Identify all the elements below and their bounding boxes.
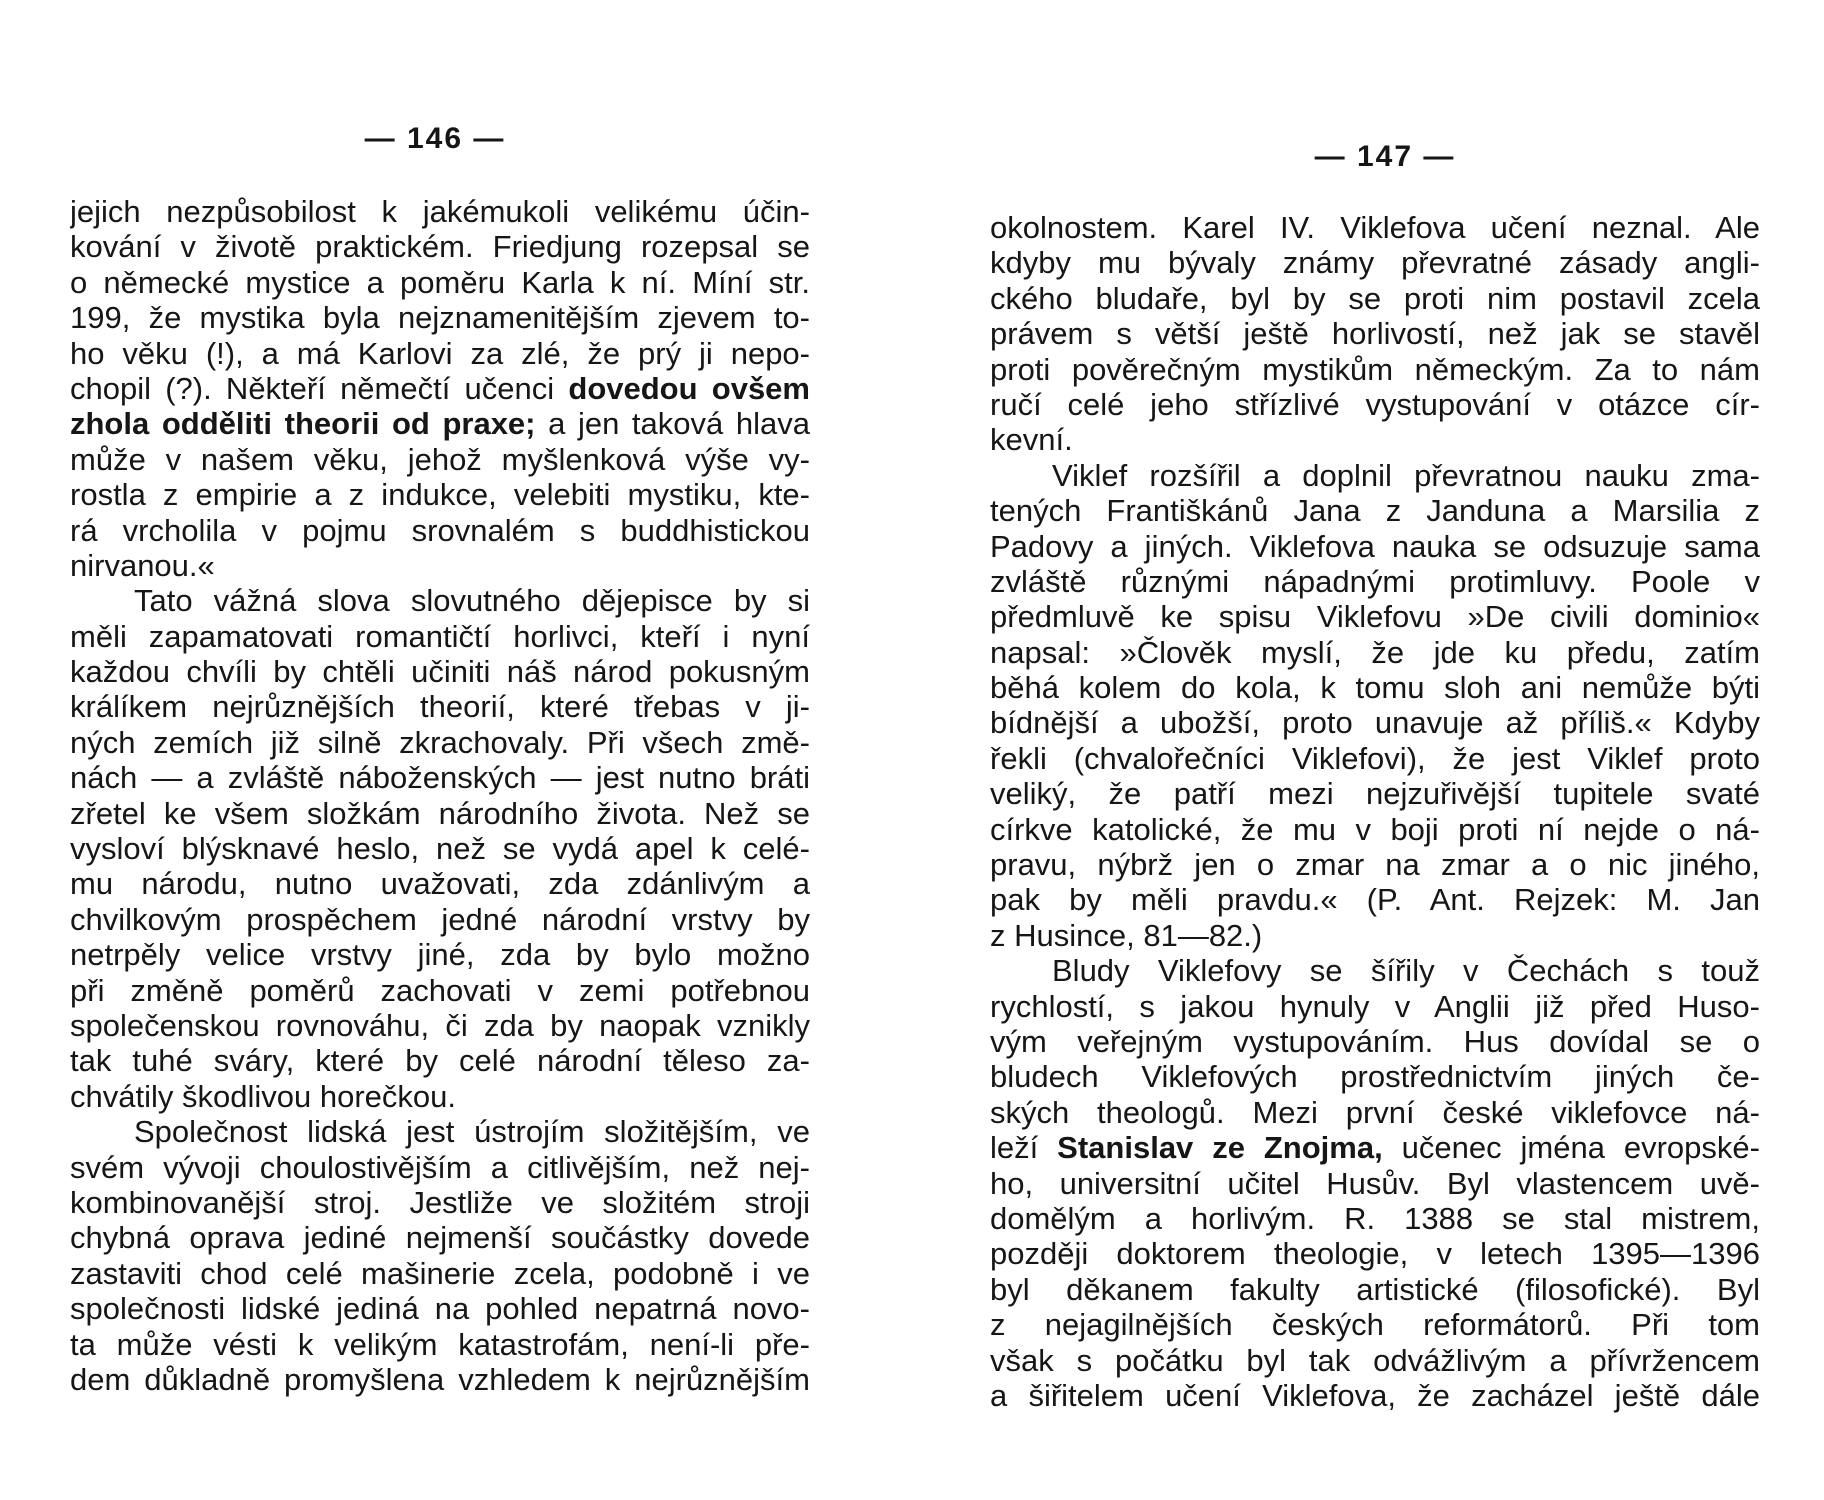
text-run: učenec jména evropské- <box>1401 1130 1760 1166</box>
text-line: pak by měli pravdu.« (P. Ant. Rejzek: M. Jan <box>990 882 1760 918</box>
text-line: chvátily škodlivou horečkou. <box>70 1078 456 1114</box>
text-line: okolnostem. Karel IV. Viklefova učení neznal. Ale <box>990 210 1760 245</box>
text-line: Padovy a jiných. Viklefova nauka se odsuzuje sama <box>990 528 1760 564</box>
bold-run: zhola odděliti theorii od praxe; <box>70 406 536 442</box>
bold-run: Stanislav ze Znojma, <box>1057 1130 1383 1166</box>
text-line: ných zemích již silně zkrachovaly. Při všech změ- <box>70 724 810 760</box>
text-line: rá vrcholila v pojmu srovnalém s buddhistickou <box>70 512 810 548</box>
text-line: Viklef rozšířil a doplnil převratnou nauku zma- <box>1052 457 1760 493</box>
text-line: ckého bludaře, byl by se proti nim postavil zcela <box>990 280 1760 316</box>
right-page <box>990 0 1780 1500</box>
text-line: církve katolické, že mu v boji proti ní nejde o ná- <box>990 811 1760 847</box>
text-line: pravu, nýbrž jen o zmar na zmar a o nic jiného, <box>990 847 1760 883</box>
text-line: Tato vážná slova slovutného dějepisce by si <box>134 583 810 619</box>
text-line: později doktorem theologie, v letech 1395—1396 <box>990 1236 1760 1272</box>
text-line: chvilkovým prospěchem jedné národní vrstvy by <box>70 901 810 937</box>
text-run: leží <box>990 1130 1039 1166</box>
left-page <box>40 0 830 1500</box>
text-run: a jen taková hlava <box>548 406 810 442</box>
text-line: Společnost lidská jest ústrojím složitějším, ve <box>134 1114 810 1150</box>
text-line: z Husince, 81—82.) <box>990 917 1263 953</box>
text-line: nirvanou.« <box>70 547 215 583</box>
text-line: rychlostí, s jakou hynuly v Anglii již před Huso- <box>990 988 1760 1024</box>
page-number: — 147 — <box>1314 140 1456 173</box>
text-line <box>990 1130 1760 1165</box>
text-line: tak tuhé sváry, které by celé národní těleso za- <box>70 1043 810 1079</box>
text-line: mu národu, nutno uvažovati, zda zdánlivým a <box>70 866 810 902</box>
text-line: kování v životě praktickém. Friedjung rozepsal se <box>70 229 810 265</box>
text-line: vysloví blýsknavé heslo, než se vydá apel k celé- <box>70 831 810 867</box>
text-line: předmluvě ke spisu Viklefovu »De civili dominio« <box>990 599 1760 635</box>
text-line: domělým a horlivým. R. 1388 se stal mistrem, <box>990 1200 1760 1236</box>
text-line: jejich nezpůsobilost k jakémukoli velikému účin- <box>70 194 810 229</box>
text-line: každou chvíli by chtěli učiniti náš národ pokusným <box>70 654 810 690</box>
text-line: ho, universitní učitel Husův. Byl vlastencem uvě- <box>990 1165 1760 1201</box>
text-line: 199, že mystika byla nejznamenitějším zjevem to- <box>70 300 810 336</box>
text-line: Bludy Viklefovy se šířily v Čechách s touž <box>1052 953 1760 989</box>
text-line: však s počátku byl tak odvážlivým a přívržencem <box>990 1342 1760 1378</box>
text-line: tených Františkánů Jana z Janduna a Marsilia z <box>990 493 1760 529</box>
text-line: bídnější a ubožší, proto unavuje až příliš.« Kdyby <box>990 705 1760 741</box>
text-line: společnosti lidské jediná na pohled nepatrná novo- <box>70 1291 810 1327</box>
bold-run: dovedou ovšem <box>568 370 810 406</box>
text-line: kombinovanější stroj. Jestliže ve složitém stroji <box>70 1184 810 1220</box>
text-line: může v našem věku, jehož myšlenková výše vy- <box>70 441 810 477</box>
text-block <box>990 210 1760 1413</box>
text-line: proti pověrečným mystikům německým. Za to nám <box>990 351 1760 387</box>
text-line: zřetel ke všem složkám národního života. Než se <box>70 795 810 831</box>
text-line: chybná oprava jediné nejmenší součástky dovede <box>70 1220 810 1256</box>
text-line: kdyby mu bývaly známy převratné zásady angli- <box>990 245 1760 281</box>
text-line: ho věku (!), a má Karlovi za zlé, že prý ji nepo- <box>70 335 810 371</box>
text-line: řekli (chvalořečníci Viklefovi), že jest Viklef proto <box>990 740 1760 776</box>
text-line: právem s větší ještě horlivostí, než jak se stavěl <box>990 316 1760 352</box>
text-line: zastaviti chod celé mašinerie zcela, podobně i ve <box>70 1255 810 1291</box>
text-line: při změně poměrů zachovati v zemi potřebnou <box>70 972 810 1008</box>
text-line: z nejagilnějších českých reformátorů. Při tom <box>990 1307 1760 1343</box>
text-line: o německé mystice a poměru Karla k ní. Míní str. <box>70 264 810 300</box>
text-line: veliký, že patří mezi nejzuřivější tupitele svaté <box>990 776 1760 812</box>
text-line: bludech Viklefových prostřednictvím jiných če- <box>990 1059 1760 1095</box>
text-line: svém vývoji choulostivějším a citlivějším, než nej- <box>70 1149 810 1185</box>
text-line <box>70 406 810 441</box>
text-line: rostla z empirie a z indukce, velebiti mystiku, kte- <box>70 477 810 513</box>
text-line: ských theologů. Mezi první české viklefovce ná- <box>990 1094 1760 1130</box>
text-block <box>70 194 810 1397</box>
text-line: ta může vésti k velikým katastrofám, není-li pře- <box>70 1326 810 1362</box>
text-line <box>70 371 810 406</box>
text-line: společenskou rovnováhu, či zda by naopak vznikly <box>70 1007 810 1043</box>
text-line: a šiřitelem učení Viklefova, že zacházel ještě dále <box>990 1377 1760 1413</box>
text-line: dem důkladně promyšlena vzhledem k nejrůznějším <box>70 1361 810 1397</box>
text-line: byl děkanem fakulty artistické (filosofické). Byl <box>990 1271 1760 1307</box>
text-line: netrpěly velice vrstvy jiné, zda by bylo možno <box>70 937 810 973</box>
text-line: králíkem nejrůznějších theorií, které třebas v ji- <box>70 689 810 725</box>
text-line: kevní. <box>990 422 1073 458</box>
text-line: měli zapamatovati romantičtí horlivci, kteří i nyní <box>70 618 810 654</box>
text-run: chopil (?). Někteří němečtí učenci <box>70 370 555 406</box>
text-line: běhá kolem do kola, k tomu sloh ani nemůže býti <box>990 670 1760 706</box>
text-line: ručí celé jeho střízlivé vystupování v otázce cír- <box>990 386 1760 422</box>
text-line: napsal: »Člověk myslí, že jde ku předu, zatím <box>990 634 1760 670</box>
text-line: nách — a zvláště náboženských — jest nutno bráti <box>70 760 810 796</box>
page-number: — 146 — <box>364 122 506 155</box>
text-line: vým veřejným vystupováním. Hus dovídal se o <box>990 1023 1760 1059</box>
text-line: zvláště různými nápadnými protimluvy. Poole v <box>990 563 1760 599</box>
